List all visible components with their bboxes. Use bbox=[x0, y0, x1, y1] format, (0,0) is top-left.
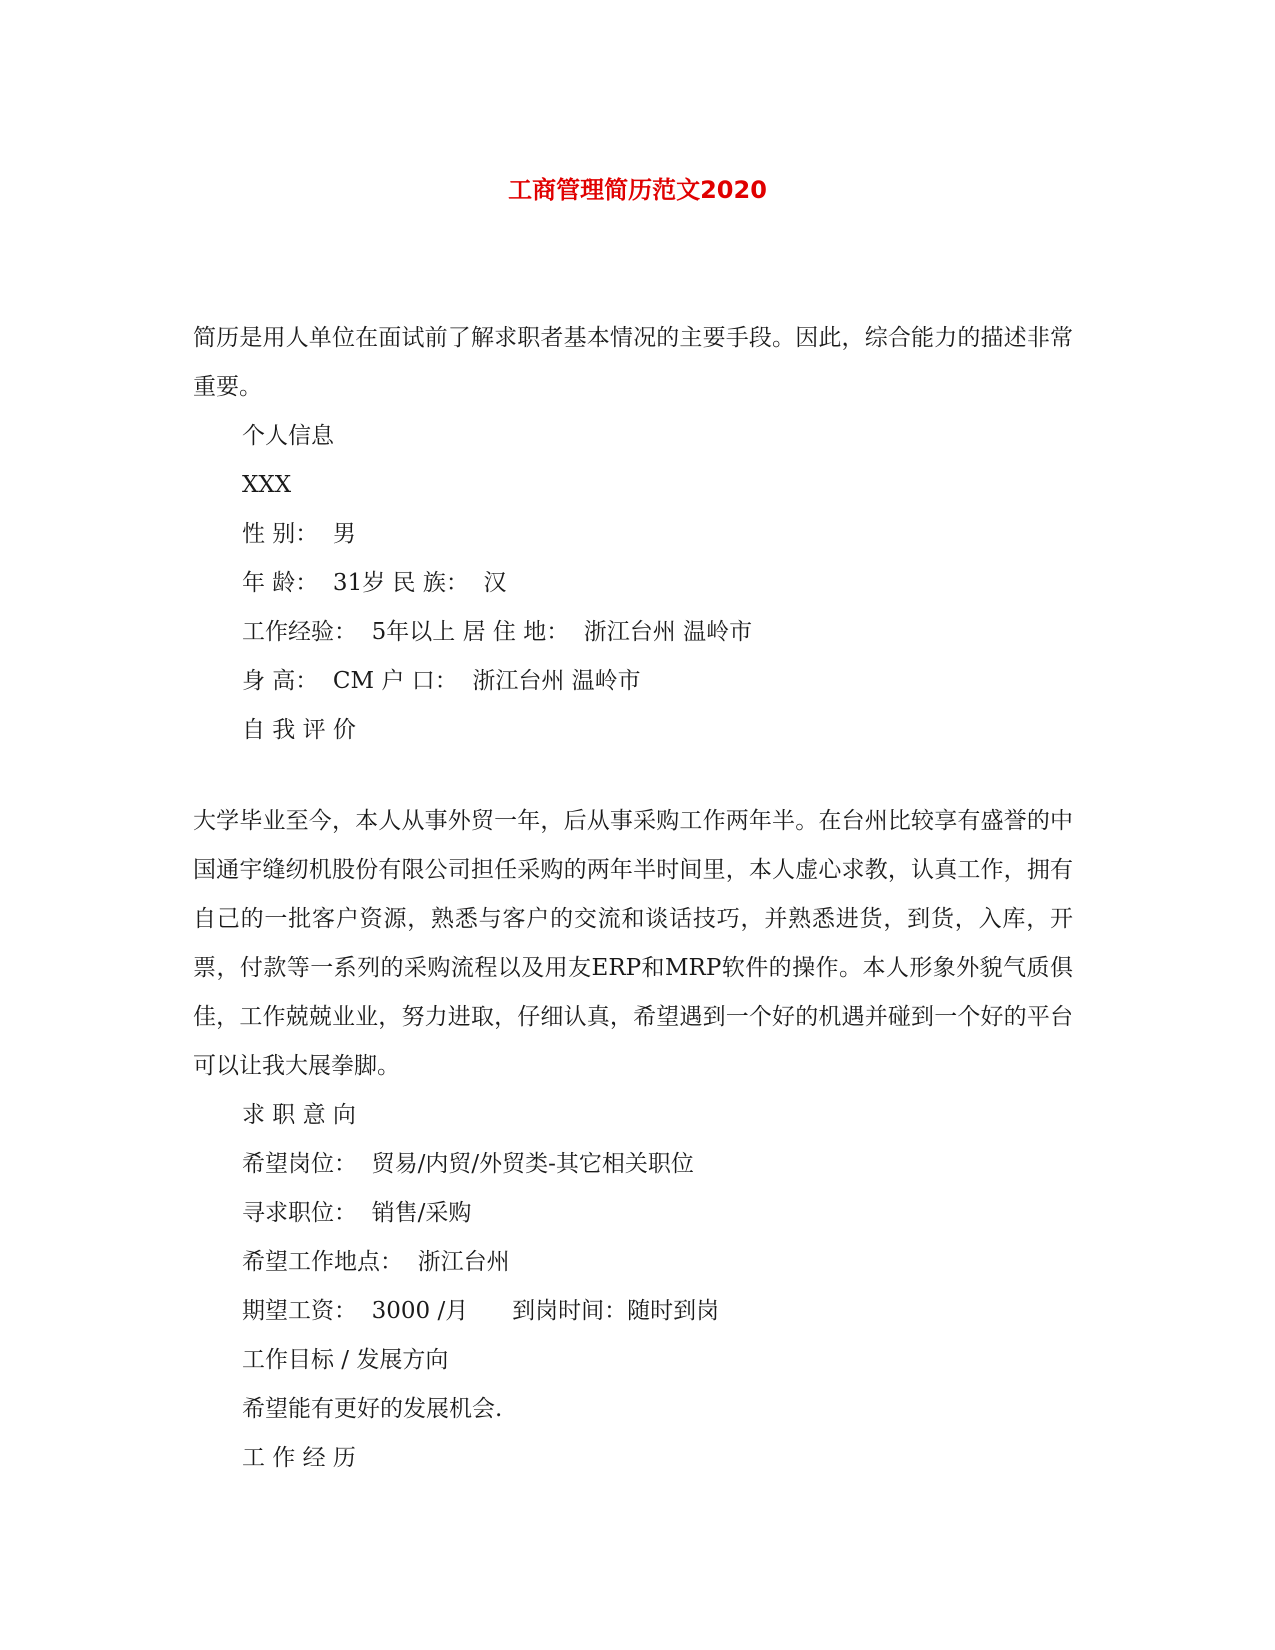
height-hukou-line: 身 高： CM 户 口： 浙江台州 温岭市 bbox=[242, 668, 641, 694]
document-body bbox=[193, 314, 1073, 1483]
work-goal-heading: 工作目标 / 发展方向 bbox=[242, 1347, 449, 1373]
desired-position-line: 希望岗位： 贸易/内贸/外贸类-其它相关职位 bbox=[242, 1151, 694, 1177]
work-goal-text: 希望能有更好的发展机会. bbox=[242, 1396, 503, 1422]
name-line: XXX bbox=[242, 472, 292, 498]
age-ethnicity-line: 年 龄： 31岁 民 族： 汉 bbox=[242, 570, 507, 596]
salary-availability-line: 期望工资： 3000 /月 到岗时间：随时到岗 bbox=[242, 1298, 720, 1324]
desired-location-line: 希望工作地点： 浙江台州 bbox=[242, 1249, 510, 1275]
job-intent-heading: 求 职 意 向 bbox=[242, 1102, 356, 1128]
sought-position-line: 寻求职位： 销售/采购 bbox=[242, 1200, 472, 1226]
experience-residence-line: 工作经验： 5年以上 居 住 地： 浙江台州 温岭市 bbox=[242, 619, 753, 645]
intro-paragraph: 简历是用人单位在面试前了解求职者基本情况的主要手段。因此，综合能力的描述非常重要。 bbox=[193, 325, 1073, 400]
gender-line: 性 别： 男 bbox=[242, 521, 356, 547]
document-title: 工商管理简历范文2020 bbox=[508, 176, 767, 204]
work-history-heading: 工 作 经 历 bbox=[242, 1445, 356, 1471]
personal-info-heading: 个人信息 bbox=[242, 423, 334, 449]
self-evaluation-paragraph: 大学毕业至今，本人从事外贸一年，后从事采购工作两年半。在台州比较享有盛誉的中国通宇缝纫机股份有限公司担任采购的两年半时间里，本人虚心求教，认真工作，拥有自己的一批客户资源，熟悉与客户的交流和谈话技巧，并熟悉进货，到货，入库，开票，付款等一系列的采购流程以及用友ERP和MRP软件的操作。本人形象外貌气质俱佳，工作兢兢业业，努力进取，仔细认真，希望遇到一个好的机遇并碰到一个好的平台可以让我大展拳脚。 bbox=[193, 808, 1073, 1079]
self-evaluation-heading: 自 我 评 价 bbox=[242, 717, 356, 743]
